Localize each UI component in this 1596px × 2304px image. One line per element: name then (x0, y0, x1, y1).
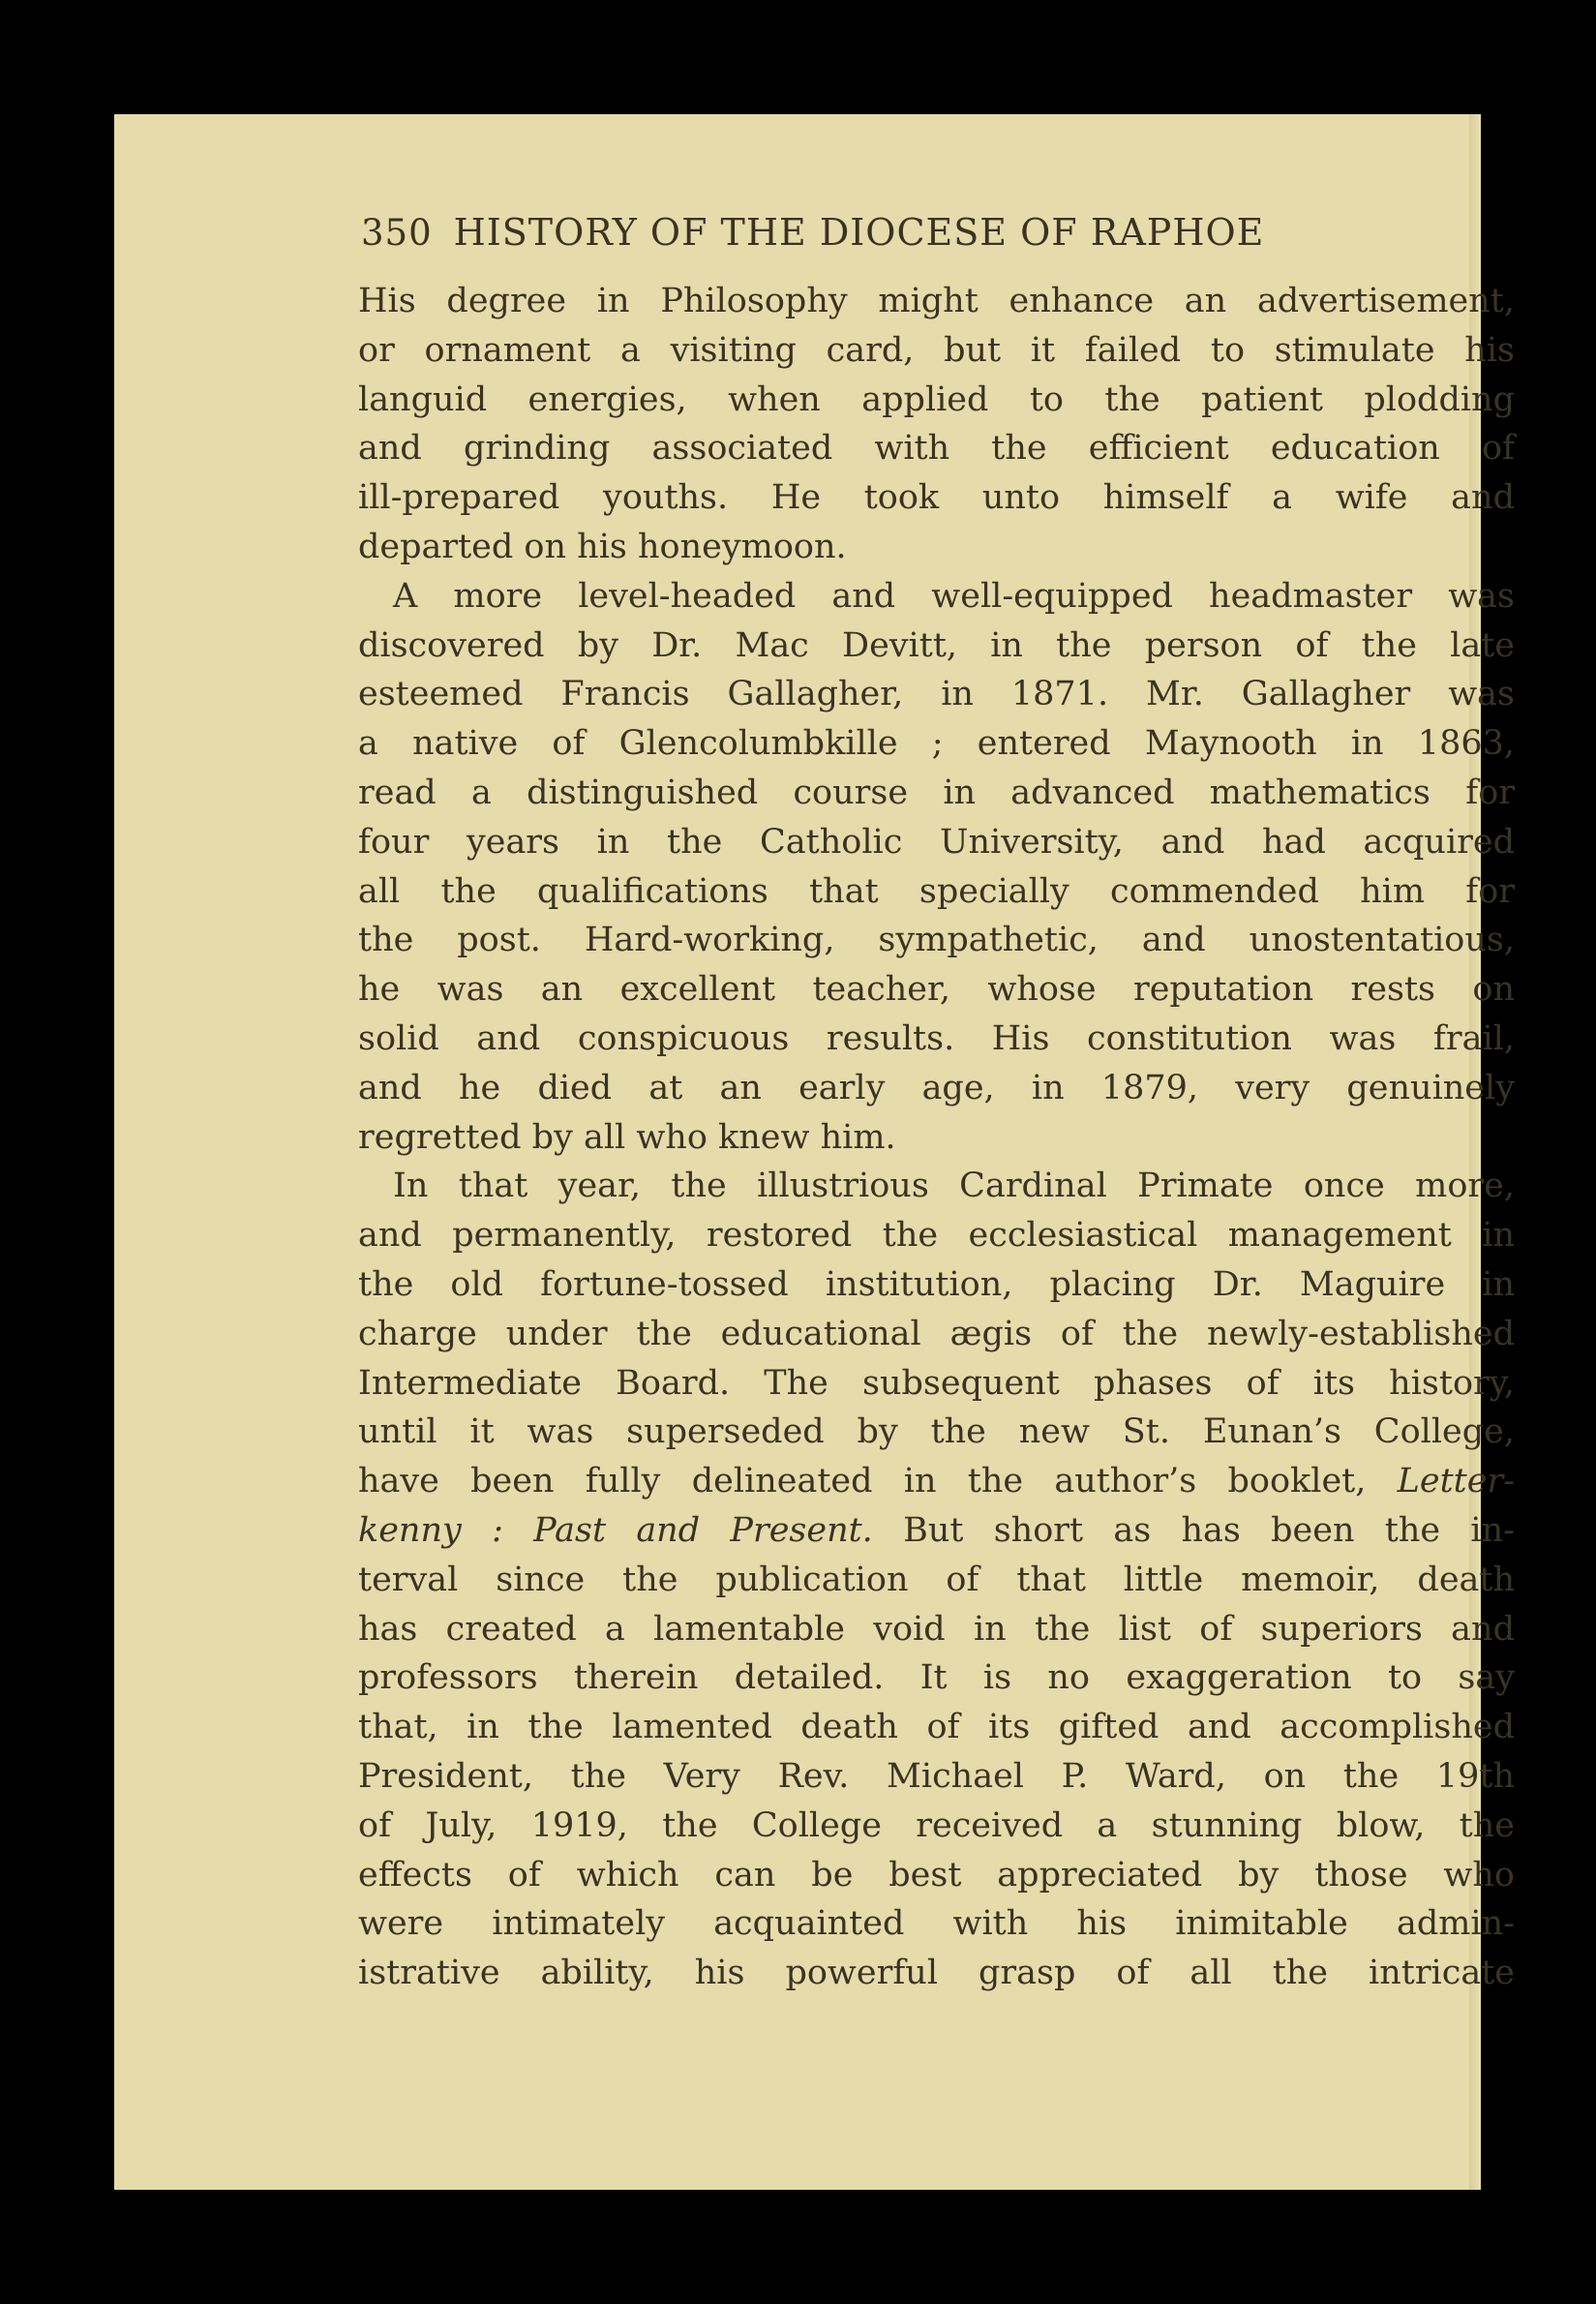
text-line: read a distinguished course in advanced mathematics for (358, 773, 1515, 812)
running-head (361, 211, 1515, 254)
text-line: or ornament a visiting card, but it failed to stimulate his (358, 330, 1515, 370)
text-line: A more level-headed and well-equipped headmaster was (393, 576, 1515, 616)
text-line: has created a lamentable void in the list of superiors and (358, 1609, 1515, 1649)
text-line: and he died at an early age, in 1879, very genuinely (358, 1068, 1515, 1107)
text-line-with-italic (358, 1457, 1515, 1506)
book-title-part-3: Past and Present. (533, 1510, 873, 1550)
text-line: he was an excellent teacher, whose reputation rests on (358, 970, 1515, 1010)
text-line: were intimately acquainted with his inimitable admin- (358, 1904, 1515, 1944)
text-line: Intermediate Board. The subsequent phases of its history, (358, 1363, 1515, 1403)
text-line: In that year, the illustrious Cardinal Primate once more, (393, 1167, 1515, 1206)
text-line: esteemed Francis Gallagher, in 1871. Mr. Gallagher was (358, 675, 1515, 714)
text-line: and permanently, restored the ecclesiastical management in (358, 1216, 1515, 1256)
paragraph-3 (358, 1162, 1515, 1998)
text-line: istrative ability, his powerful grasp of all the intricate (358, 1954, 1515, 1993)
text-line: departed on his honeymoon. (358, 527, 847, 566)
text-line: all the qualifications that specially commended him for (358, 871, 1515, 911)
page-number: 350 (361, 212, 433, 254)
text-line: President, the Very Rev. Michael P. Ward, on the 19th (358, 1756, 1515, 1796)
running-title: HISTORY OF THE DIOCESE OF RAPHOE (453, 211, 1265, 254)
text-line: His degree in Philosophy might enhance an advertisement, (358, 282, 1515, 320)
text-line: four years in the Catholic University, and had acquired (358, 822, 1515, 862)
paragraph-1 (358, 277, 1515, 572)
text-line: the old fortune-tossed institution, placing Dr. Maguire in (358, 1264, 1515, 1304)
book-title-part-1: Letter- (1397, 1462, 1515, 1501)
text-line: regretted by all who knew him. (358, 1117, 896, 1157)
text-line: terval since the publication of that little memoir, death (358, 1560, 1515, 1599)
text-line: effects of which can be best appreciated by those who (358, 1855, 1515, 1895)
text-line: ill-prepared youths. He took unto himself a wife and (358, 478, 1515, 518)
text-line: the post. Hard-working, sympathetic, and unostentatious, (358, 921, 1515, 960)
line-roman-part: have been fully delineated in the author’s booklet, (358, 1462, 1367, 1501)
text-line: of July, 1919, the College received a stunning blow, the (358, 1805, 1515, 1845)
text-line: professors therein detailed. It is no exaggeration to say (358, 1658, 1515, 1698)
paragraph-2 (358, 572, 1515, 1163)
text-block (358, 211, 1515, 1998)
text-line-with-italic (358, 1506, 1515, 1556)
line-roman-part: But short as has been the in- (903, 1510, 1515, 1550)
text-line: a native of Glencolumbkille ; entered Maynooth in 1863, (358, 724, 1515, 764)
text-line: discovered by Dr. Mac Devitt, in the person of the late (358, 625, 1515, 665)
text-line: solid and conspicuous results. His constitution was frail, (358, 1018, 1515, 1058)
text-line: until it was superseded by the new St. Eunan’s College, (358, 1412, 1515, 1452)
text-line: languid energies, when applied to the patient plodding (358, 379, 1515, 419)
text-line: and grinding associated with the efficient education of (358, 429, 1515, 469)
text-line: charge under the educational ægis of the newly-established (358, 1314, 1515, 1353)
book-title-part-2: kenny : (358, 1510, 503, 1550)
text-line: that, in the lamented death of its gifted and accomplished (358, 1708, 1515, 1747)
book-page (114, 114, 1515, 2190)
